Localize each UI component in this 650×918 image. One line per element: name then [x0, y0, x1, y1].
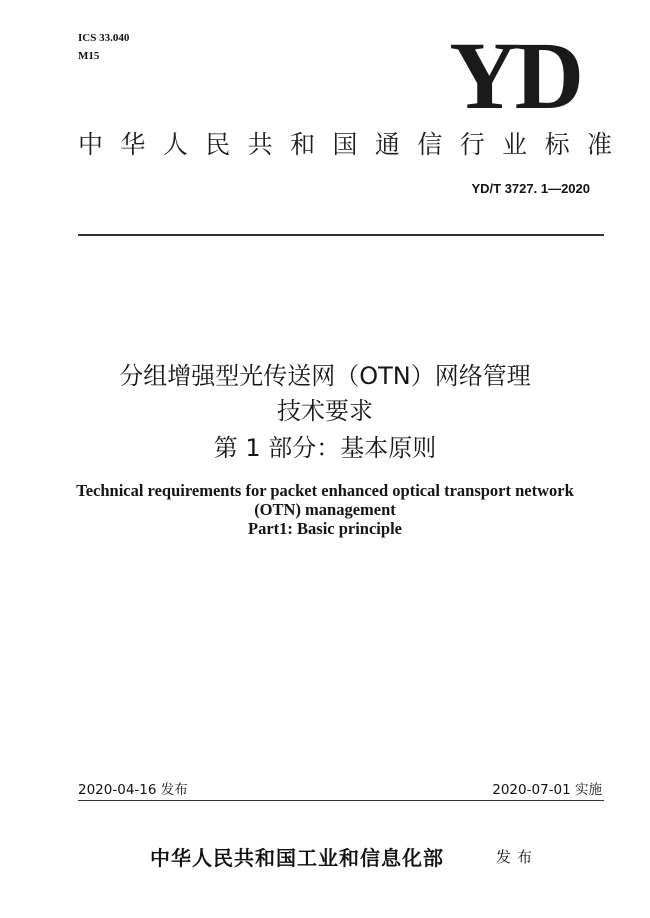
bottom-divider: [78, 800, 604, 801]
classification-code: M15: [78, 50, 100, 62]
title-cn-line-3: 第 1 部分：基本原则: [213, 434, 437, 462]
title-en-line-1: Technical requirements for packet enhanced optical transport network: [76, 481, 574, 500]
standard-number: YD/T 3727. 1—2020: [471, 181, 590, 196]
standard-type: 中华人民共和国通信行业标准: [78, 130, 612, 159]
title-en-line-3: Part1: Basic principle: [248, 519, 402, 538]
publish-date: 2020-04-16 发布: [78, 782, 188, 798]
top-divider: [78, 234, 604, 236]
yd-logo: YD: [449, 22, 580, 129]
title-cn-line-1: 分组增强型光传送网（OTN）网络管理: [119, 362, 531, 390]
title-cn-line-2: 技术要求: [277, 397, 373, 425]
issuing-authority: 中华人民共和国工业和信息化部: [150, 846, 444, 870]
effective-date: 2020-07-01 实施: [492, 782, 602, 798]
issuer-action: 发布: [496, 848, 539, 866]
ics-code: ICS 33.040: [78, 32, 130, 44]
title-en-line-2: (OTN) management: [254, 500, 396, 519]
